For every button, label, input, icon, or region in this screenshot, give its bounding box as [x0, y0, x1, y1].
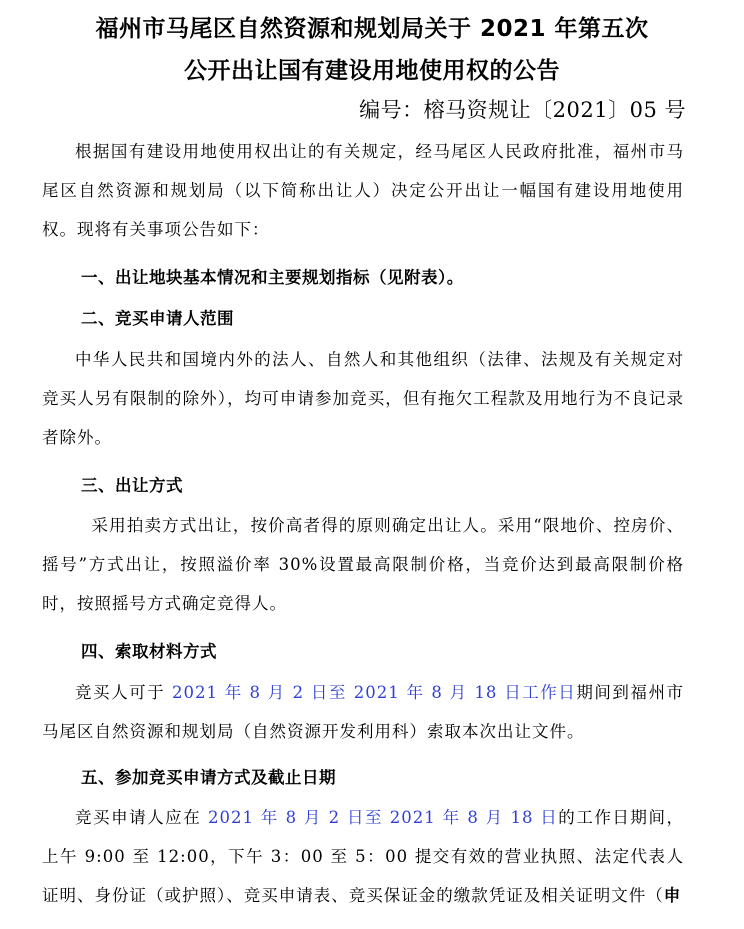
- intro-paragraph: 根据国有建设用地使用权出让的有关规定，经马尾区人民政府批准，福州市马尾区自然资源和规划局（以下简称出让人）决定公开出让一幅国有建设用地使用权。现将有关事项公告如下：: [42, 142, 684, 239]
- section-4-body: [42, 673, 684, 751]
- section-5-body-post: 的工作日期间，上午 9:00 至 12:00，下午 3：00 至 5：00 提交有效的营业执照、法定代表人证明、身份证（或护照）、竞买申请表、竞买保证金的缴款凭证及相关证明文件（: [42, 808, 684, 905]
- section-4-date-range: 2021 年 8 月 2 日至 2021 年 8 月 18 日工作日: [171, 683, 577, 702]
- section-3-body: 采用拍卖方式出让，按价高者得的原则确定出让人。采用“限地价、控房价、摇号”方式出让，按照溢价率 30%设置最高限制价格，当竞价达到最高限制价格时，按照摇号方式确定竞得人。: [42, 516, 684, 613]
- section-4-body-post: 期间到福州市马尾区自然资源和规划局（自然资源开发利用科）索取本次出让文件。: [42, 683, 684, 741]
- section-5-body-pre: 竞买申请人应在: [75, 808, 209, 827]
- title-line-1: 福州市马尾区自然资源和规划局关于 2021 年第五次: [95, 16, 649, 42]
- section-4-body-pre: 竞买人可于: [75, 683, 172, 702]
- document-number: 编号：榕马资规让〔2021〕05 号: [359, 98, 686, 122]
- section-5-body: [42, 798, 684, 915]
- section-1-heading: 一、出让地块基本情况和主要规划指标（见附表）。: [81, 268, 464, 287]
- section-5-body-tail: 申: [663, 886, 682, 905]
- section-5-date-range: 2021 年 8 月 2 日至 2021 年 8 月 18 日: [208, 808, 559, 827]
- section-5-heading: 五、参加竞买申请方式及截止日期: [81, 768, 336, 787]
- title-line-2: 公开出让国有建设用地使用权的公告: [184, 58, 560, 84]
- section-2-heading: 二、竞买申请人范围: [81, 309, 234, 328]
- section-2-body: 中华人民共和国境内外的法人、自然人和其他组织（法律、法规及有关规定对竞买人另有限制的除外），均可申请参加竞买，但有拖欠工程款及用地行为不良记录者除外。: [42, 350, 684, 447]
- section-4-heading: 四、索取材料方式: [81, 642, 217, 661]
- section-3-heading: 三、出让方式: [81, 476, 183, 495]
